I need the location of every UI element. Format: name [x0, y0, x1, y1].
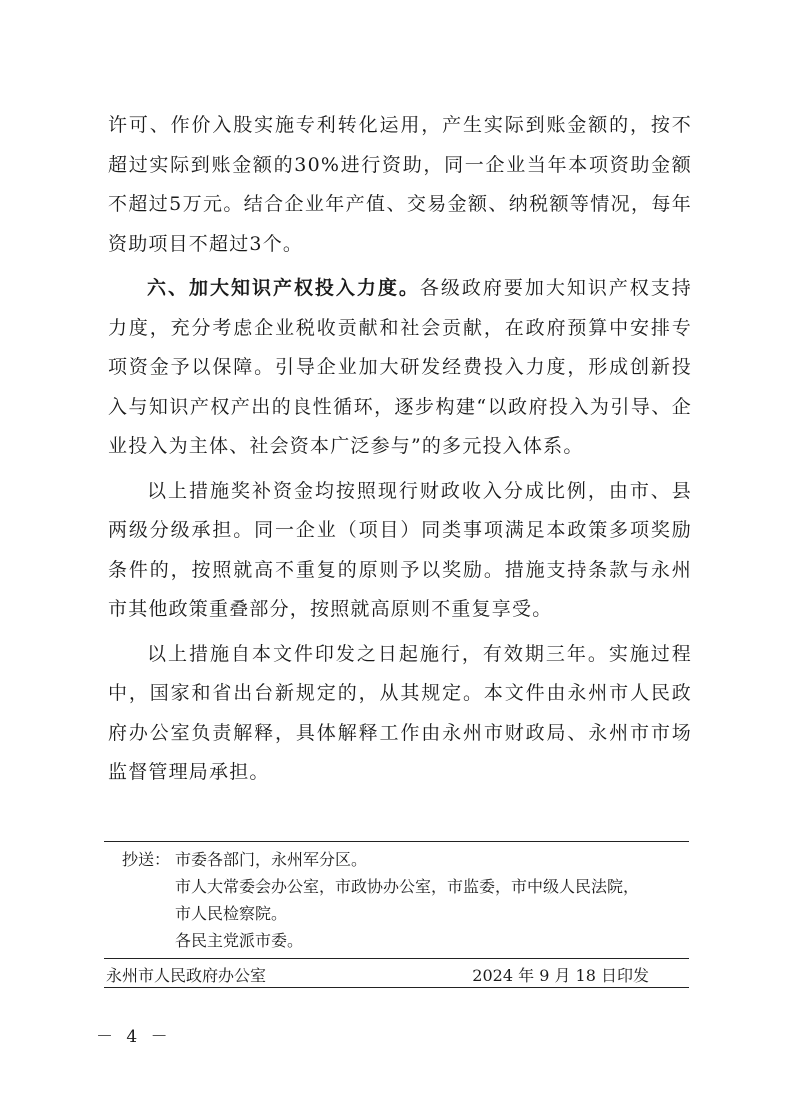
footer-top-rule	[104, 841, 689, 842]
paragraph-4: 以上措施自本文件印发之日起施行，有效期三年。实施过程中，国家和省出台新规定的，从其规定。本文件由永州市人民政府办公室负责解释，具体解释工作由永州市财政局、永州市市场监督管理局承担。	[108, 642, 692, 783]
paragraph-1: 许可、作价入股实施专利转化运用，产生实际到账金额的，按不超过实际到账金额的30%进行资助，同一企业当年本项资助金额不超过5万元。结合企业年产值、交易金额、纳税额等情况，每年资助项目不超过3个。	[108, 114, 692, 255]
cc-label: 抄送：	[122, 850, 171, 869]
footer-middle-rule	[104, 958, 689, 959]
paragraph-2	[108, 269, 692, 467]
cc-line: 市委各部门，永州军分区。	[175, 850, 368, 869]
paragraph-2-text: 各级政府要加大知识产权支持力度，充分考虑企业税收贡献和社会贡献，在政府预算中安排专项资金予以保障。引导企业加大研发经费投入力度，形成创新投入与知识产权产出的良性循环，逐步构建“以政府投入为引导、企业投入为主体、社会资本广泛参与”的多元投入体系。	[108, 277, 692, 457]
paragraph-3: 以上措施奖补资金均按照现行财政收入分成比例，由市、县两级分级承担。同一企业（项目）同类事项满足本政策多项奖励条件的，按照就高不重复的原则予以奖励。措施支持条款与永州市其他政策重叠部分，按照就高原则不重复享受。	[108, 479, 692, 620]
cc-line: 各民主党派市委。	[175, 931, 304, 950]
document-body	[108, 106, 692, 798]
cc-line: 市人民检察院。	[175, 904, 288, 923]
cc-line: 市人大常委会办公室，市政协办公室，市监委，市中级人民法院，	[175, 877, 640, 896]
issuing-office: 永州市人民政府办公室	[106, 966, 267, 985]
issue-date: 2024 年 9 月 18 日印发	[472, 966, 649, 985]
footer-bottom-rule	[104, 987, 689, 988]
section-heading: 六、加大知识产权投入力度。	[147, 277, 420, 299]
page-number: － 4 －	[96, 1027, 172, 1047]
